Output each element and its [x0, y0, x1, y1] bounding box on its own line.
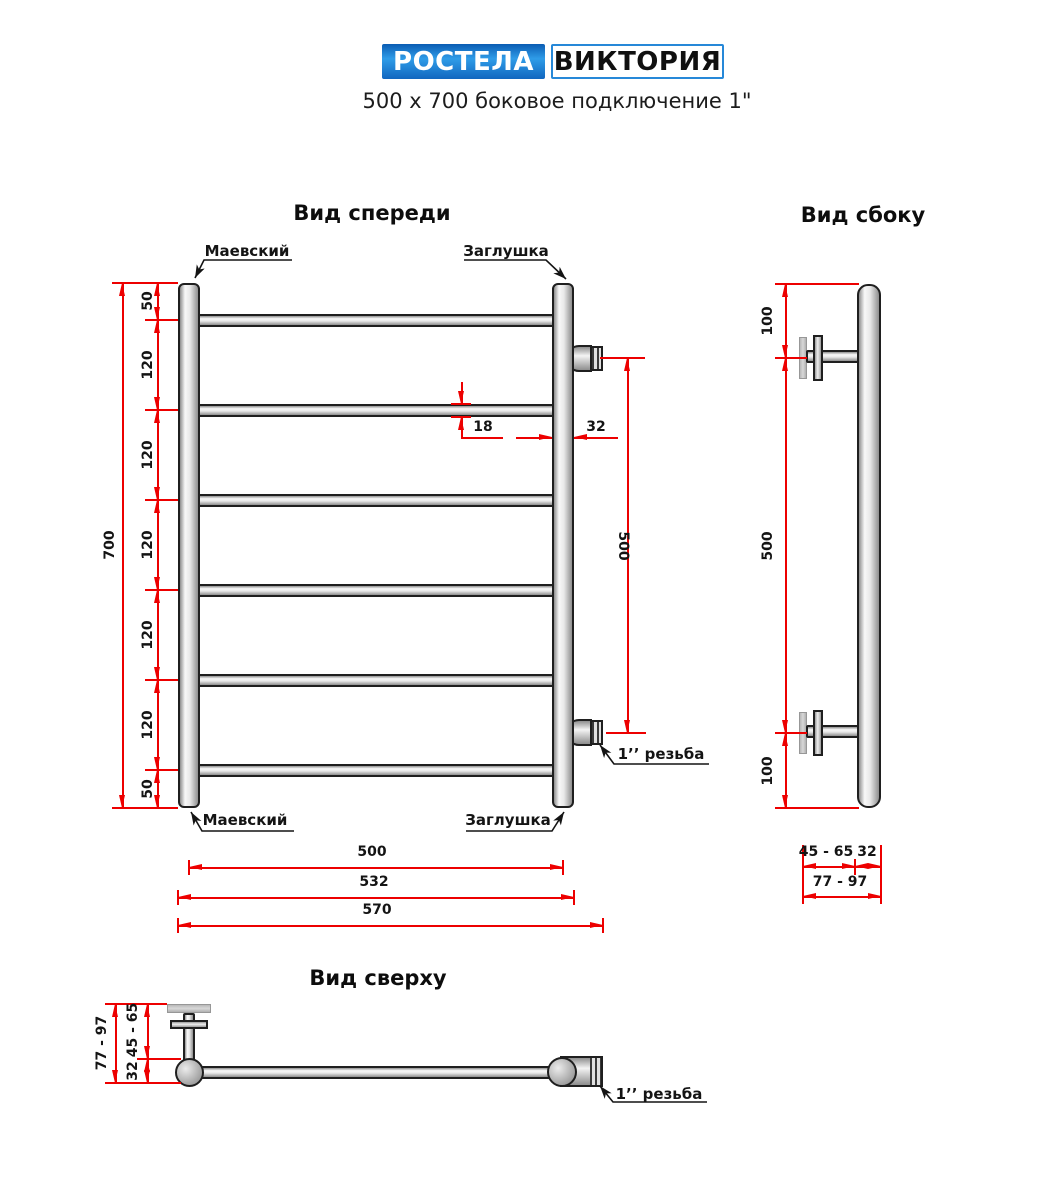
- callout-thread-top: 1’’ резьба: [615, 1085, 703, 1103]
- dim-label-45-65-side: 45 - 65: [798, 844, 854, 860]
- dim-arrow: [782, 345, 788, 358]
- dim-arrow: [112, 1070, 118, 1083]
- dim-arrow: [868, 893, 881, 899]
- front-rung: [192, 764, 560, 777]
- dim-arrow: [154, 320, 160, 333]
- dim-arrow: [782, 795, 788, 808]
- brand-logo-rostela: [382, 44, 545, 79]
- top-view-title: Вид сверху: [309, 966, 447, 990]
- callout-thread-front: 1’’ резьба: [617, 745, 705, 763]
- front-bottom-fitting-thread: [590, 720, 603, 745]
- dim-arrow: [624, 720, 630, 733]
- dim-arrow: [154, 397, 160, 410]
- dim-line-w570: [178, 925, 603, 927]
- dim-label-700: 700: [102, 530, 118, 560]
- dim-label-w532: 532: [359, 874, 389, 890]
- dim-arrow: [178, 922, 191, 928]
- dim-arrow: [590, 922, 603, 928]
- brand-logo-victoria-text: ВИКТОРИЯ: [553, 46, 722, 77]
- dim-line-w500: [189, 867, 563, 869]
- leader-air-valve-top: [195, 260, 292, 278]
- dim-arrow: [855, 863, 868, 869]
- dim-label-120: 120: [140, 350, 156, 380]
- dim-label-77-97-top: 77 - 97: [94, 1015, 110, 1071]
- side-bottom-bracket-collar: [813, 710, 823, 756]
- top-fitting-ball: [547, 1057, 577, 1087]
- callout-plug-bottom: Заглушка: [465, 811, 551, 829]
- dim-arrow: [624, 358, 630, 371]
- dim-label-120: 120: [140, 440, 156, 470]
- brand-logo-rostela-text: РОСТЕЛА: [393, 46, 534, 77]
- dim-arrow: [154, 590, 160, 603]
- dim-label-77-97-side: 77 - 97: [812, 874, 868, 890]
- dim-chain-line: [157, 283, 159, 808]
- top-fitting-thread: [590, 1058, 601, 1085]
- dim-label-120: 120: [140, 530, 156, 560]
- dim-arrow: [119, 283, 125, 296]
- dim-label-50: 50: [140, 291, 156, 311]
- dim-arrow: [550, 864, 563, 870]
- dim-label-32-top: 32: [125, 1061, 141, 1081]
- dim-arrow: [782, 733, 788, 746]
- dim-arrow: [154, 757, 160, 770]
- extension-line: [775, 357, 807, 359]
- dim-arrow: [803, 893, 816, 899]
- extension-line: [145, 319, 178, 321]
- top-bracket-collar: [170, 1020, 208, 1029]
- dim-label-500: 500: [615, 531, 631, 561]
- dim-leader-18: [461, 437, 503, 439]
- dim-line-w532: [178, 897, 574, 899]
- dim-arrow: [782, 284, 788, 297]
- extension-line: [600, 357, 645, 359]
- model-subtitle: 500 x 700 боковое подключение 1": [362, 89, 752, 113]
- front-rung: [192, 404, 560, 417]
- extension-line: [145, 589, 178, 591]
- front-right-tube: [552, 283, 574, 808]
- dim-arrow: [458, 391, 464, 404]
- dim-label-100-top: 100: [760, 306, 776, 336]
- front-rung: [192, 674, 560, 687]
- dim-label-32-side: 32: [857, 844, 877, 860]
- side-view-title: Вид сбоку: [800, 203, 926, 227]
- dim-arrow: [144, 1070, 150, 1083]
- front-rung: [192, 494, 560, 507]
- brand-logo-victoria: [551, 44, 724, 79]
- extension-line: [775, 732, 807, 734]
- dim-label-100-bottom: 100: [760, 756, 776, 786]
- callout-air-valve-bottom: Маевский: [202, 811, 288, 829]
- dim-arrow: [119, 795, 125, 808]
- front-rung: [192, 584, 560, 597]
- dim-arrow: [189, 864, 202, 870]
- dim-label-120: 120: [140, 620, 156, 650]
- dim-arrow: [782, 720, 788, 733]
- side-top-bracket-collar: [813, 335, 823, 381]
- dim-arrow: [154, 410, 160, 423]
- dim-arrow: [782, 358, 788, 371]
- dim-arrow: [803, 863, 816, 869]
- front-left-tube: [178, 283, 200, 808]
- dim-arrow: [144, 1046, 150, 1059]
- dim-arrow: [154, 487, 160, 500]
- dim-label-18: 18: [473, 419, 493, 435]
- dim-line-700: [122, 283, 124, 808]
- extension-line: [145, 409, 178, 411]
- dim-label-500-side: 500: [760, 531, 776, 561]
- top-tube: [190, 1066, 560, 1079]
- dim-arrow: [154, 667, 160, 680]
- dim-arrow: [868, 863, 881, 869]
- callout-air-valve-top: Маевский: [204, 242, 290, 260]
- extension-line: [145, 499, 178, 501]
- leader-plug-top: [464, 260, 566, 279]
- extension-line: [145, 769, 178, 771]
- dim-arrow: [112, 1004, 118, 1017]
- dim-label-50: 50: [140, 779, 156, 799]
- dim-arrow: [154, 680, 160, 693]
- dim-label-45-65-top: 45 - 65: [125, 1002, 141, 1058]
- dim-arrow: [458, 417, 464, 430]
- front-rung: [192, 314, 560, 327]
- callout-plug-top: Заглушка: [463, 242, 549, 260]
- dim-arrow: [178, 894, 191, 900]
- dim-label-w570: 570: [362, 902, 392, 918]
- dim-arrow: [842, 863, 855, 869]
- dim-arrow: [539, 434, 552, 440]
- dim-label-w500: 500: [357, 844, 387, 860]
- dim-arrow: [144, 1004, 150, 1017]
- side-tube: [857, 284, 881, 808]
- dim-arrow: [561, 894, 574, 900]
- front-view-title: Вид спереди: [293, 201, 451, 225]
- dim-arrow: [574, 434, 587, 440]
- dim-arrow: [154, 577, 160, 590]
- dim-label-32: 32: [586, 419, 606, 435]
- top-bracket-flange: [167, 1004, 211, 1013]
- dim-label-120: 120: [140, 710, 156, 740]
- dim-arrow: [154, 500, 160, 513]
- extension-line: [145, 679, 178, 681]
